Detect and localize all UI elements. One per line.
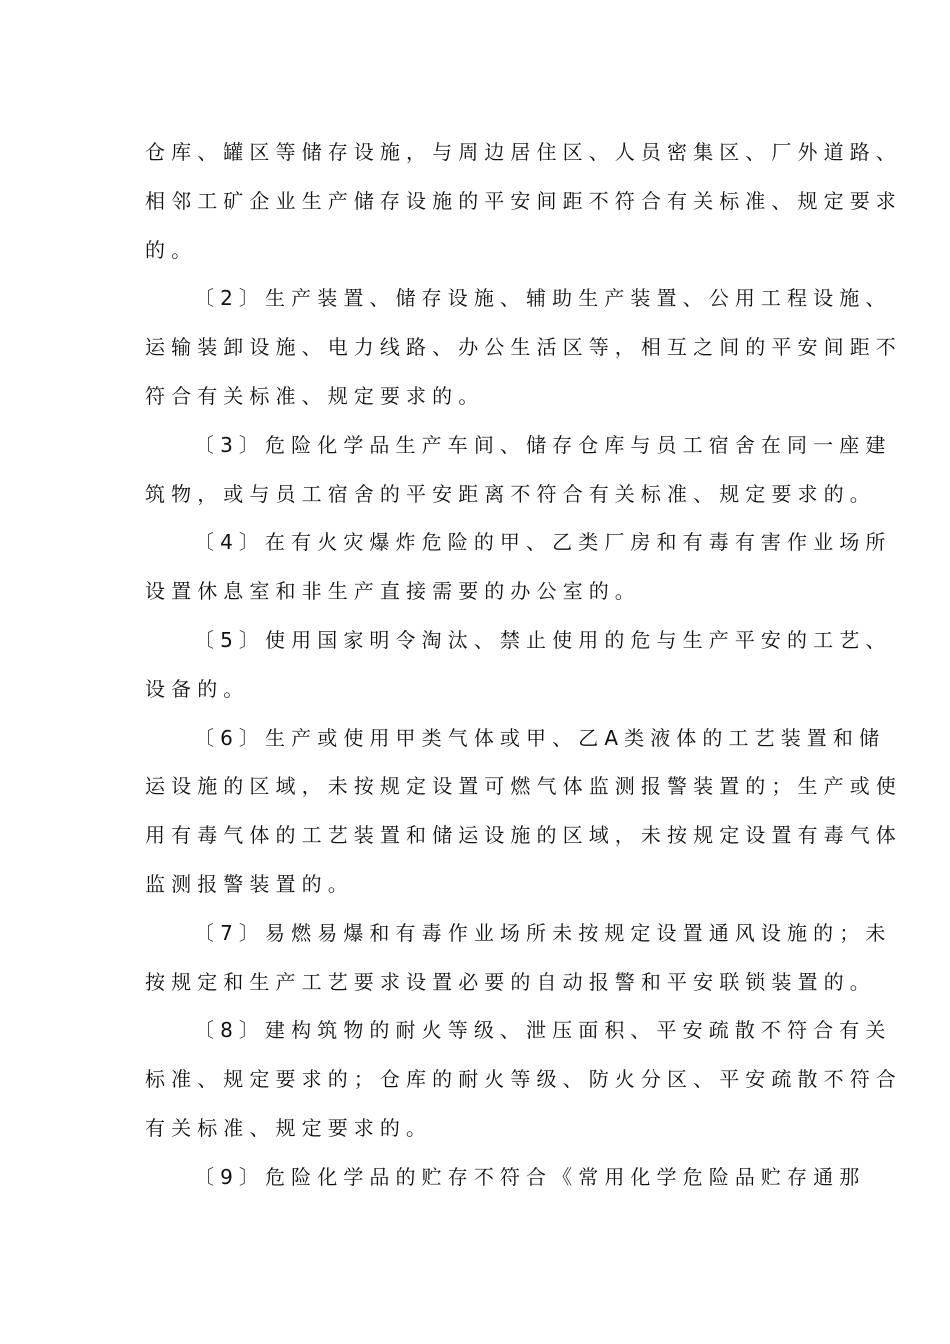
text-line: 〔3〕危险化学品生产车间、储存仓库与员工宿舍在同一座建 <box>194 432 892 457</box>
text-line: 〔2〕生产装置、储存设施、辅助生产装置、公用工程设施、 <box>194 286 892 311</box>
text-line: 有关标准、规定要求的。 <box>145 1115 433 1140</box>
text-line: 〔4〕在有火灾爆炸危险的甲、乙类厂房和有毒有害作业场所 <box>194 530 892 555</box>
paragraph-item-5 <box>145 616 892 714</box>
text-line: 运设施的区域，未按规定设置可燃气体监测报警装置的；生产或使 <box>145 774 902 799</box>
text-line: 〔9〕危险化学品的贮存不符合《常用化学危险品贮存通那 <box>194 1164 866 1189</box>
paragraph-item-3 <box>145 421 892 519</box>
text-line: 标准、规定要求的；仓库的耐火等级、防火分区、平安疏散不符合 <box>145 1067 902 1092</box>
text-line: 符合有关标准、规定要求的。 <box>145 383 485 408</box>
text-line: 设备的。 <box>145 676 250 701</box>
paragraph-item-4 <box>145 518 892 616</box>
text-line: 监测报警装置的。 <box>145 871 354 896</box>
paragraph-item-8 <box>145 1006 902 1152</box>
text-line: 〔7〕易燃易爆和有毒作业场所未按规定设置通风设施的；未 <box>194 920 892 945</box>
text-line: 运输装卸设施、电力线路、办公生活区等，相互之间的平安间距不 <box>145 335 902 360</box>
text-line: 仓库、罐区等储存设施，与周边居住区、人员密集区、厂外道路、 <box>145 140 902 164</box>
document-body <box>145 128 902 1202</box>
text-line: 〔5〕使用国家明令淘汰、禁止使用的危与生产平安的工艺、 <box>194 627 892 652</box>
paragraph-item-7 <box>145 909 892 1007</box>
text-line: 〔8〕建构筑物的耐火等级、泄压面积、平安疏散不符合有关 <box>194 1018 892 1043</box>
text-line: 筑物，或与员工宿舍的平安距离不符合有关标准、规定要求的。 <box>145 481 876 506</box>
text-line: 相邻工矿企业生产储存设施的平安间距不符合有关标准、规定要求 <box>145 188 902 213</box>
text-line: 设置休息室和非生产直接需要的办公室的。 <box>145 579 641 604</box>
paragraph-item-9 <box>145 1153 866 1202</box>
paragraph-item-2 <box>145 274 902 420</box>
paragraph-item-6 <box>145 714 902 909</box>
text-line: 〔6〕生产或使用甲类气体或甲、乙A类液体的工艺装置和储 <box>194 725 886 750</box>
text-line: 的。 <box>145 237 198 262</box>
text-line: 按规定和生产工艺要求设置必要的自动报警和平安联锁装置的。 <box>145 969 876 994</box>
text-line: 用有毒气体的工艺装置和储运设施的区域，未按规定设置有毒气体 <box>145 823 902 848</box>
paragraph-continuation <box>145 128 902 274</box>
